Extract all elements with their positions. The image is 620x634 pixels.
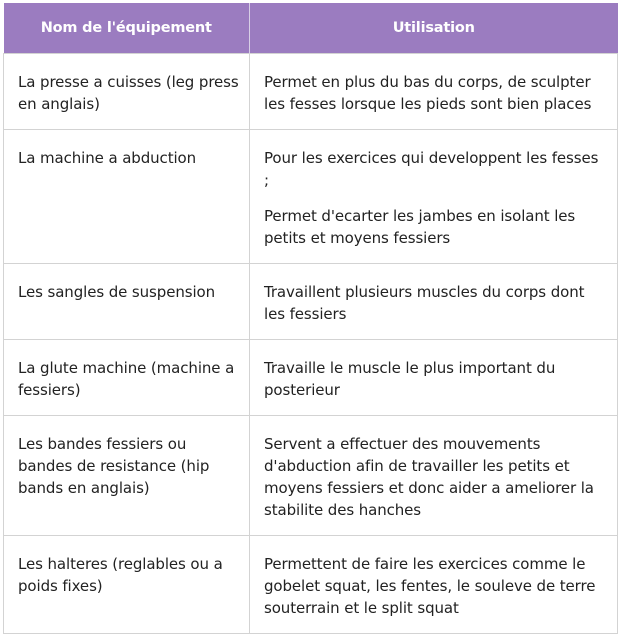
equipment-name-cell: Les sangles de suspension xyxy=(4,264,250,340)
table-row xyxy=(4,264,618,340)
usage-text: Travaillent plusieurs muscles du corps dont les fessiers xyxy=(264,283,585,323)
table-row xyxy=(4,130,618,264)
table-row xyxy=(4,340,618,416)
header-usage: Utilisation xyxy=(250,3,618,54)
equipment-name-cell: La presse a cuisses (leg press en anglais) xyxy=(4,54,250,130)
usage-cell xyxy=(250,264,618,340)
equipment-name-cell: La glute machine (machine a fessiers) xyxy=(4,340,250,416)
header-equipment-name: Nom de l'équipement xyxy=(4,3,250,54)
usage-text: Permet d'ecarter les jambes en isolant les petits et moyens fessiers xyxy=(264,207,576,247)
usage-cell xyxy=(250,416,618,536)
usage-cell xyxy=(250,130,618,264)
usage-text: Servent a effectuer des mouvements d'abduction afin de travailler les petits et moyens fessiers et donc aider a ameliorer la stabilite des hanches xyxy=(264,435,594,519)
usage-text: Travaille le muscle le plus important du posterieur xyxy=(264,359,556,399)
equipment-name-cell: Les bandes fessiers ou bandes de resistance (hip bands en anglais) xyxy=(4,416,250,536)
table-header-row xyxy=(4,3,618,54)
usage-text: Permet en plus du bas du corps, de sculpter les fesses lorsque les pieds sont bien places xyxy=(264,73,592,113)
table-row xyxy=(4,54,618,130)
table-row xyxy=(4,416,618,536)
equipment-name-cell: Les halteres (reglables ou a poids fixes) xyxy=(4,536,250,634)
equipment-name-cell: La machine a abduction xyxy=(4,130,250,264)
usage-text: Permettent de faire les exercices comme le gobelet squat, les fentes, le souleve de terre souterrain et le split squat xyxy=(264,555,596,617)
usage-cell xyxy=(250,54,618,130)
equipment-table xyxy=(3,3,618,634)
equipment-table-container xyxy=(3,3,617,634)
usage-text: Pour les exercices qui developpent les fesses ; xyxy=(264,149,599,189)
usage-cell xyxy=(250,340,618,416)
